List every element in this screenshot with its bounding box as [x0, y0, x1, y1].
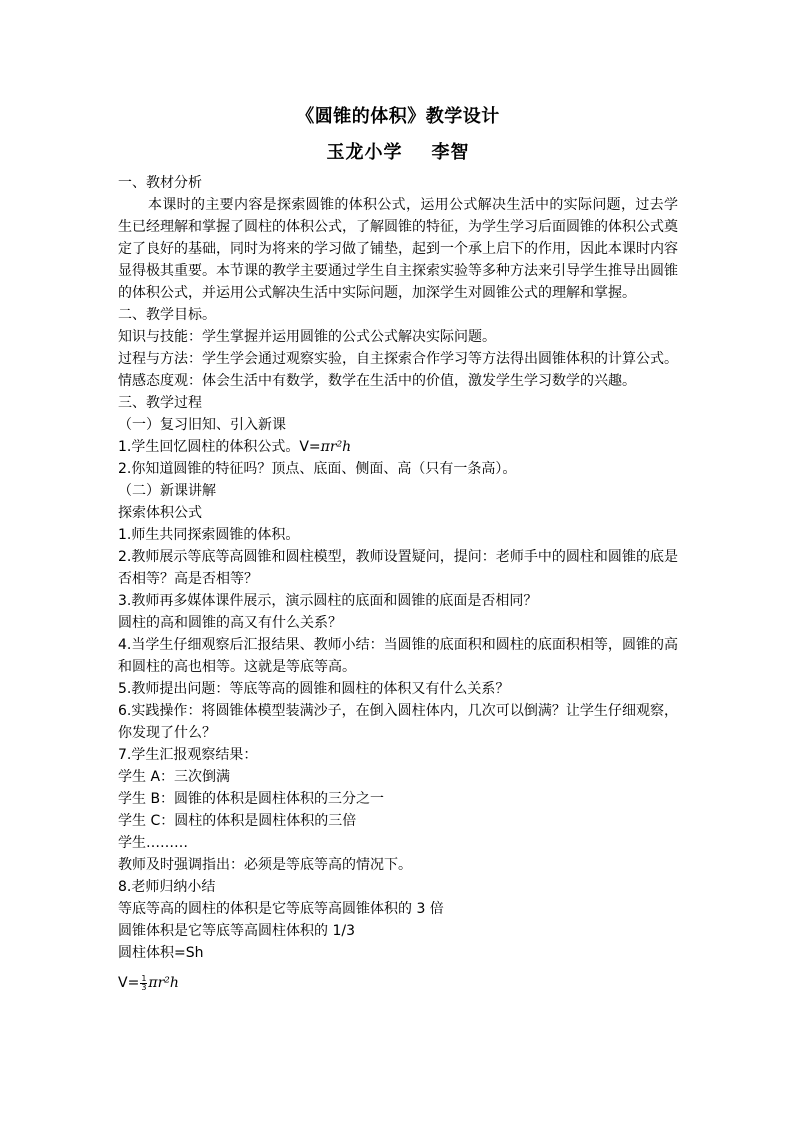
- lesson-item-3b: 圆柱的高和圆锥的高又有什么关系？: [118, 615, 342, 631]
- lesson-item-3a: 3.教师再多媒体课件展示，演示圆柱的底面和圆锥的底面是否相同？: [118, 593, 538, 609]
- review-item-1-text: 1.学生回忆圆柱的体积公式。V=: [118, 439, 321, 455]
- lesson-item-2: 2.教师展示等底等高圆锥和圆柱模型，教师设置疑问，提问：老师手中的圆柱和圆锥的底是否相等？高是否相等？: [118, 549, 678, 587]
- explore-formula-label: 探索体积公式: [118, 505, 202, 521]
- formula-body: πr²h: [148, 975, 179, 991]
- teacher-note: 教师及时强调指出：必须是等底等高的情况下。: [118, 857, 412, 873]
- subsection-review: （一）复习旧知、引入新课: [118, 417, 286, 433]
- lesson-item-8: 8.老师归纳小结: [118, 879, 216, 895]
- fraction-denominator: 3: [141, 982, 147, 992]
- cone-volume-formula: [118, 972, 678, 994]
- document-page: [118, 104, 678, 994]
- student-a-answer: 学生 A：三次倒满: [118, 769, 231, 785]
- lesson-item-6: 6.实践操作：将圆锥体模型装满沙子，在倒入圆柱体内，几次可以倒满？让学生仔细观察，你发现了什么？: [118, 703, 678, 741]
- cylinder-volume-formula: πr²h: [320, 439, 352, 455]
- review-item-1: [118, 436, 678, 458]
- subsection-new-lesson: （二）新课讲解: [118, 483, 216, 499]
- goal-emotion: 情感态度观：体会生活中有数学，数学在生活中的价值，激发学生学习数学的兴趣。: [118, 373, 636, 389]
- one-third-fraction: [140, 975, 147, 992]
- goal-process: 过程与方法：学生学会通过观察实验，自主探索合作学习等方法得出圆锥体积的计算公式。: [118, 351, 678, 367]
- document-author-line: 玉龙小学 李智: [326, 142, 470, 163]
- summary-line-2: 圆锥体积是它等底等高圆柱体积的 1/3: [118, 923, 355, 939]
- document-title: 《圆锥的体积》教学设计: [296, 106, 500, 127]
- summary-line-1: 等底等高的圆柱的体积是它等底等高圆锥体积的 3 倍: [118, 901, 444, 917]
- section-heading-analysis: 一、教材分析: [118, 175, 202, 191]
- fraction-numerator: 1: [141, 973, 147, 983]
- formula-prefix: V=: [118, 975, 140, 991]
- section-heading-process: 三、教学过程: [118, 395, 202, 411]
- lesson-item-1: 1.师生共同探索圆锥的体积。: [118, 527, 300, 543]
- lesson-item-7: 7.学生汇报观察结果：: [118, 747, 258, 763]
- lesson-item-5: 5.教师提出问题：等底等高的圆锥和圆柱的体积又有什么关系？: [118, 681, 510, 697]
- student-etc: 学生………: [118, 835, 188, 851]
- section-heading-goals: 二、教学目标。: [118, 307, 216, 323]
- analysis-paragraph: 本课时的主要内容是探索圆锥的体积公式，运用公式解决生活中的实际问题，过去学生已经理解和掌握了圆柱的体积公式，了解圆锥的特征，为学生学习后面圆锥的体积公式奠定了良好的基础，同时为将来的学习做了铺垫，起到一个承上启下的作用，因此本课时内容显得极其重要。本节课的教学主要通过学生自主探索实验等多种方法来引导学生推导出圆锥的体积公式，并运用公式解决生活中实际问题，加深学生对圆锥公式的理解和掌握。: [118, 197, 678, 301]
- review-item-2: 2.你知道圆锥的特征吗？顶点、底面、侧面、高（只有一条高）。: [118, 461, 517, 477]
- student-c-answer: 学生 C：圆柱的体积是圆柱体积的三倍: [118, 813, 357, 829]
- summary-line-3: 圆柱体积=Sh: [118, 945, 204, 961]
- lesson-item-4: 4.当学生仔细观察后汇报结果、教师小结：当圆锥的底面积和圆柱的底面积相等，圆锥的高和圆柱的高也相等。这就是等底等高。: [118, 637, 678, 675]
- goal-knowledge: 知识与技能：学生掌握并运用圆锥的公式公式解决实际问题。: [118, 329, 496, 345]
- student-b-answer: 学生 B：圆锥的体积是圆柱体积的三分之一: [118, 791, 385, 807]
